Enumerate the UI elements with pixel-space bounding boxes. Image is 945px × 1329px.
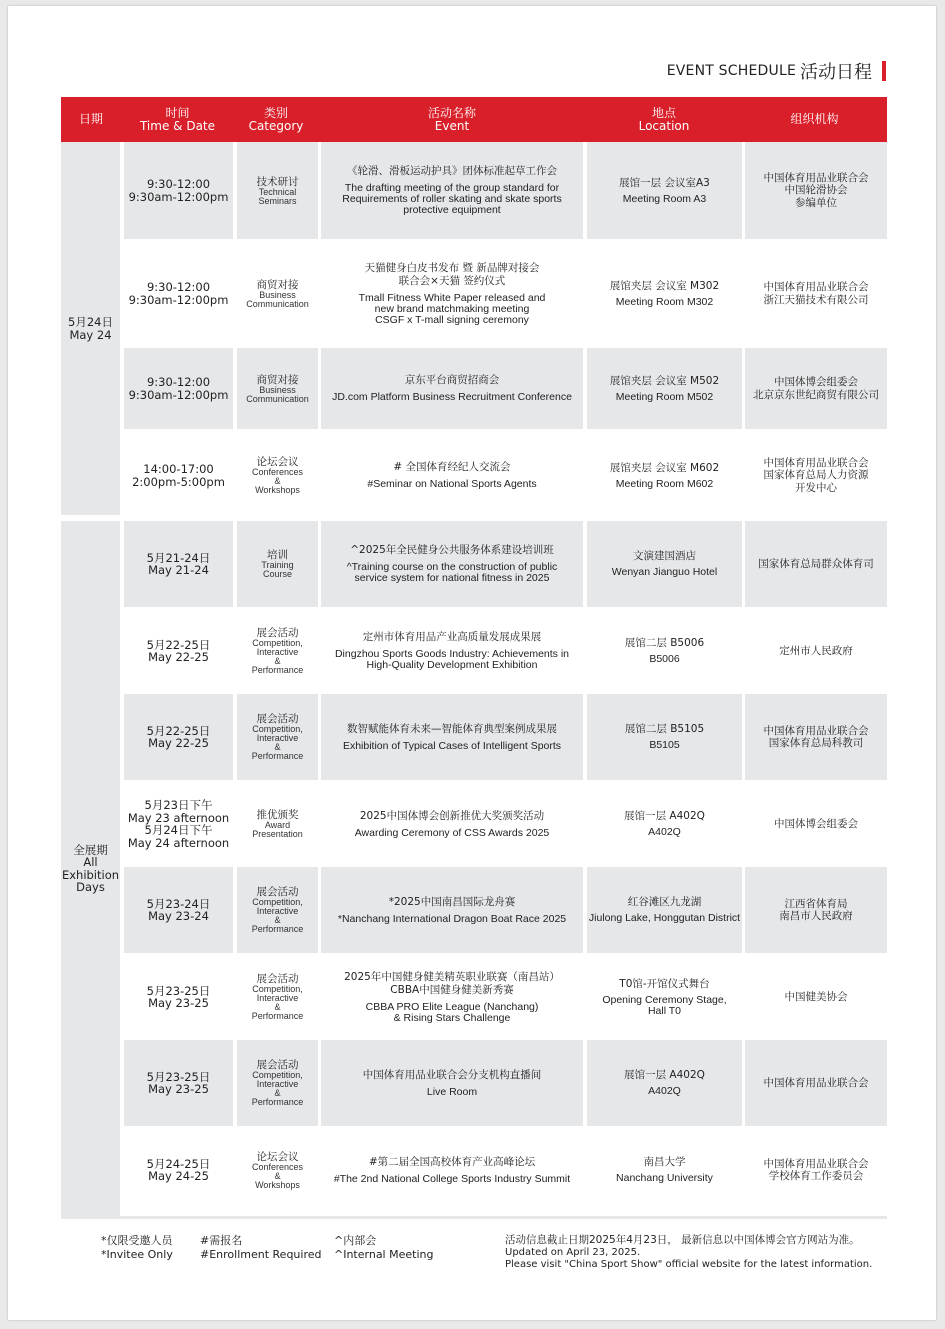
legend-zh: *仅限受邀人员 <box>101 1234 173 1247</box>
header-organizer-zh: 组织机构 <box>790 112 839 126</box>
row-category <box>237 435 318 516</box>
row-location-en: Meeting Room M602 <box>615 477 714 490</box>
row-category <box>237 781 318 867</box>
legend-enrollment <box>200 1234 321 1262</box>
row-time <box>124 867 233 953</box>
row-location-zh: 展馆二层 B5006 <box>624 637 705 649</box>
row-time-text: 5月22-25日 May 22-25 <box>146 723 211 750</box>
row-category <box>237 694 318 780</box>
row-organizer-text: 江西省体育局 南昌市人民政府 <box>779 897 853 922</box>
title-zh: 活动日程 <box>800 62 872 83</box>
row-category <box>237 954 318 1040</box>
row-location-zh: T0馆-开馆仪式舞台 <box>619 977 710 990</box>
row-category-en: Competition, Interactive & Performance <box>251 724 304 761</box>
row-event-en: ^Training course on the construction of public service system for national fitness in 2025 <box>346 561 558 584</box>
row-category-en: Training Course <box>261 560 294 579</box>
row-location-en: Opening Ceremony Stage, Hall T0 <box>602 993 727 1017</box>
row-organizer-text: 国家体育总局群众体育司 <box>758 557 874 570</box>
row-category <box>237 1040 318 1126</box>
group-date-zh: 5月24日 <box>68 315 113 329</box>
row-time-text: 9:30-12:00 9:30am-12:00pm <box>128 280 229 307</box>
row-event-en: JD.com Platform Business Recruitment Conference <box>332 391 572 403</box>
row-event-en: Awarding Ceremony of CSS Awards 2025 <box>354 826 550 839</box>
row-time-text: 5月23日下午 May 23 afternoon 5月24日下午 May 24 afternoon <box>127 798 230 850</box>
legend-en: ^Internal Meeting <box>334 1248 434 1261</box>
row-event <box>321 608 583 694</box>
row-event <box>321 954 583 1040</box>
row-organizer-text: 中国健美协会 <box>784 990 848 1003</box>
row-event <box>321 521 583 607</box>
schedule-page <box>8 6 936 1320</box>
group-date-may24 <box>61 142 120 515</box>
row-event-zh: ^2025年全民健身公共服务体系建设培训班 <box>350 544 554 556</box>
row-time <box>124 1127 233 1213</box>
group-date-zh: 全展期 <box>73 842 108 857</box>
legend-internal <box>334 1234 433 1262</box>
row-location-en: Meeting Room A3 <box>622 192 707 205</box>
row-organizer-text: 中国体育用品业联合会 中国轮滑协会 参编单位 <box>763 171 869 209</box>
row-category-zh: 论坛会议 <box>256 1150 299 1163</box>
update-note-website: Please visit "China Sport Show" official website for the latest information. <box>505 1259 873 1270</box>
row-location-en: Meeting Room M302 <box>615 295 714 308</box>
update-note-zh: 活动信息截止日期2025年4月23日， 最新信息以中国体博会官方网站为准。 <box>505 1234 860 1246</box>
row-category-en: Business Communication <box>246 384 309 404</box>
row-organizer-text: 中国体育用品业联合会 国家体育总局人力资源 开发中心 <box>763 456 869 494</box>
row-organizer <box>745 954 887 1040</box>
header-event-zh: 活动名称 <box>427 105 476 120</box>
row-event-en: *Nanchang International Dragon Boat Race 2025 <box>337 912 567 925</box>
table-header <box>61 97 887 142</box>
title-en: EVENT SCHEDULE <box>666 63 796 79</box>
header-location-zh: 地点 <box>651 105 676 120</box>
group-date-all-days <box>61 521 120 1216</box>
header-event <box>318 97 586 142</box>
row-category-zh: 技术研讨 <box>256 175 299 188</box>
row-event-zh: 数智赋能体育未来—智能体育典型案例成果展 <box>347 722 557 735</box>
table-bottom-rule <box>61 1216 887 1219</box>
row-organizer <box>745 1040 887 1126</box>
row-category-en: Conferences & Workshops <box>251 1161 304 1190</box>
row-time <box>124 521 233 607</box>
row-category-zh: 推优颁奖 <box>256 809 299 821</box>
row-category-zh: 论坛会议 <box>256 456 299 468</box>
row-event <box>321 867 583 953</box>
row-time <box>124 694 233 780</box>
row-event-en: #The 2nd National College Sports Industry Summit <box>333 1172 571 1185</box>
row-category-en: Business Communication <box>246 289 309 309</box>
header-date-zh: 日期 <box>78 112 103 126</box>
row-event <box>321 348 583 429</box>
row-category <box>237 521 318 607</box>
row-organizer <box>745 435 887 516</box>
row-event-zh: 《轮滑、滑板运动护具》团体标准起草工作会 <box>347 165 557 177</box>
update-note <box>505 1234 872 1271</box>
row-time-text: 5月24-25日 May 24-25 <box>146 1156 211 1183</box>
row-organizer <box>745 521 887 607</box>
row-category-en: Award Presentation <box>252 820 303 839</box>
legend-zh: #需报名 <box>200 1234 243 1247</box>
row-location-en: Jiulong Lake, Honggutan District <box>588 912 741 924</box>
header-location-en: Location <box>638 118 690 133</box>
row-category <box>237 1127 318 1213</box>
row-event-en: The drafting meeting of the group standard for Requirements of roller skating and skate sports protective equipment <box>342 182 562 216</box>
row-organizer <box>745 348 887 429</box>
header-date <box>61 97 121 142</box>
row-organizer-text: 中国体博会组委会 <box>774 817 858 830</box>
row-time-text: 14:00-17:00 2:00pm-5:00pm <box>132 462 225 489</box>
row-event-zh: # 全国体育经纪人交流会 <box>393 461 511 473</box>
row-location-en: Wenyan Jianguo Hotel <box>611 566 718 578</box>
row-location-zh: 红谷滩区九龙湖 <box>627 896 702 908</box>
row-category-en: Competition, Interactive & Performance <box>251 638 304 675</box>
row-time <box>124 435 233 516</box>
header-category-en: Category <box>248 118 304 133</box>
row-event-zh: 2025年中国健身健美精英职业联赛（南昌站） CBBA中国健身健美新秀赛 <box>344 970 560 996</box>
row-organizer-text: 中国体育用品业联合会 学校体育工作委员会 <box>763 1157 869 1182</box>
row-category-zh: 展会活动 <box>256 713 299 725</box>
row-event-en: Exhibition of Typical Cases of Intelligent Sports <box>342 739 562 752</box>
row-location-zh: 展馆一层 A402Q <box>624 810 705 822</box>
row-location <box>587 1127 742 1213</box>
row-location-zh: 展馆夹层 会议室 M502 <box>609 374 720 387</box>
row-category <box>237 348 318 429</box>
row-event-zh: 2025中国体博会创新推优大奖颁奖活动 <box>359 809 545 822</box>
row-location-zh: 展馆夹层 会议室 M602 <box>609 461 720 474</box>
row-category <box>237 867 318 953</box>
update-note-date: Updated on April 23, 2025. <box>505 1247 641 1258</box>
row-time <box>124 245 233 342</box>
row-event <box>321 1127 583 1213</box>
row-time <box>124 142 233 239</box>
row-location <box>587 142 742 239</box>
row-time-text: 5月23-25日 May 23-25 <box>146 1069 211 1096</box>
row-category-zh: 展会活动 <box>256 886 299 898</box>
header-time-zh: 时间 <box>165 105 190 120</box>
row-event <box>321 245 583 342</box>
row-location <box>587 521 742 607</box>
row-location-zh: 展馆一层 会议室A3 <box>619 176 710 189</box>
row-event-en: Live Room <box>426 1085 478 1098</box>
row-category <box>237 608 318 694</box>
row-time-text: 9:30-12:00 9:30am-12:00pm <box>128 375 229 402</box>
row-category-en: Competition, Interactive & Performance <box>251 984 304 1021</box>
row-time-text: 5月23-24日 May 23-24 <box>146 896 211 923</box>
row-category-zh: 商贸对接 <box>256 373 299 386</box>
row-category <box>237 245 318 342</box>
row-event-zh: 定州市体育用品产业高质量发展成果展 <box>362 631 542 643</box>
row-location <box>587 245 742 342</box>
header-time <box>121 97 234 142</box>
row-event-zh: 京东平台商贸招商会 <box>404 374 500 386</box>
row-location <box>587 348 742 429</box>
row-organizer <box>745 781 887 867</box>
row-organizer-text: 中国体育用品业联合会 国家体育总局科教司 <box>763 724 869 749</box>
row-time <box>124 781 233 867</box>
row-time <box>124 1040 233 1126</box>
row-location <box>587 694 742 780</box>
row-organizer <box>745 608 887 694</box>
row-event-en: Dingzhou Sports Goods Industry: Achievements in High-Quality Development Exhibition <box>334 648 570 671</box>
page-title <box>667 58 886 84</box>
row-location <box>587 608 742 694</box>
legend-invitee <box>101 1234 173 1262</box>
row-category-en: Technical Seminars <box>258 186 297 206</box>
legend-zh: ^内部会 <box>334 1234 377 1247</box>
header-category <box>234 97 318 142</box>
row-location <box>587 781 742 867</box>
row-organizer <box>745 867 887 953</box>
row-event-zh: 天猫健身白皮书发布 暨 新品牌对接会 联合会×天猫 签约仪式 <box>364 261 540 287</box>
row-time-text: 5月22-25日 May 22-25 <box>146 637 211 664</box>
row-location-zh: 展馆夹层 会议室 M302 <box>609 279 720 292</box>
row-location-zh: 南昌大学 <box>643 1156 686 1168</box>
row-location <box>587 1040 742 1126</box>
row-time-text: 5月21-24日 May 21-24 <box>146 550 211 577</box>
row-location-zh: 文演建国酒店 <box>633 550 696 562</box>
row-organizer <box>745 1127 887 1213</box>
header-location <box>586 97 742 142</box>
row-time <box>124 348 233 429</box>
row-event-zh: *2025中国南昌国际龙舟赛 <box>388 895 516 908</box>
legend-en: #Enrollment Required <box>200 1248 322 1261</box>
row-category-en: Competition, Interactive & Performance <box>251 1070 304 1107</box>
group-date-en: All Exhibition Days <box>61 855 120 894</box>
row-organizer-text: 中国体博会组委会 北京京东世纪商贸有限公司 <box>753 376 879 401</box>
row-location-en: Meeting Room M502 <box>615 390 714 403</box>
legend-en: *Invitee Only <box>101 1248 173 1261</box>
row-event <box>321 435 583 516</box>
row-location <box>587 867 742 953</box>
row-event-zh: #第二届全国高校体育产业高峰论坛 <box>368 1155 536 1168</box>
group-date-en: May 24 <box>69 327 112 342</box>
row-location-en: B5006 <box>649 653 680 665</box>
row-event <box>321 694 583 780</box>
header-time-en: Time & Date <box>139 118 216 133</box>
row-time-text: 9:30-12:00 9:30am-12:00pm <box>128 177 229 204</box>
row-event <box>321 781 583 867</box>
row-event-en: #Seminar on National Sports Agents <box>367 478 537 490</box>
row-organizer <box>745 142 887 239</box>
row-event <box>321 142 583 239</box>
row-category-zh: 培训 <box>267 549 288 561</box>
row-category-zh: 展会活动 <box>256 973 299 985</box>
row-organizer <box>745 245 887 342</box>
row-time <box>124 954 233 1040</box>
row-time-text: 5月23-25日 May 23-25 <box>146 983 211 1010</box>
title-accent-bar <box>882 61 886 81</box>
row-organizer <box>745 694 887 780</box>
row-organizer-text: 中国体育用品业联合会 浙江天猫技术有限公司 <box>763 281 869 306</box>
row-location-en: B5105 <box>649 739 680 751</box>
row-category-zh: 商贸对接 <box>256 278 299 291</box>
row-time <box>124 608 233 694</box>
row-location-zh: 展馆二层 B5105 <box>624 723 705 735</box>
row-event-en: Tmall Fitness White Paper released and new brand matchmaking meeting CSGF x T-mall signing ceremony <box>358 291 546 326</box>
row-organizer-text: 中国体育用品业联合会 <box>763 1076 869 1089</box>
row-location-zh: 展馆一层 A402Q <box>624 1069 705 1081</box>
row-location <box>587 954 742 1040</box>
row-location-en: A402Q <box>648 1085 681 1097</box>
row-event <box>321 1040 583 1126</box>
row-category <box>237 142 318 239</box>
row-category-zh: 展会活动 <box>256 627 299 639</box>
header-event-en: Event <box>434 118 470 133</box>
row-event-zh: 中国体育用品业联合会分支机构直播间 <box>362 1068 542 1081</box>
row-category-zh: 展会活动 <box>256 1059 299 1071</box>
row-location <box>587 435 742 516</box>
row-location-en: Nanchang University <box>616 1172 713 1184</box>
row-event-en: CBBA PRO Elite League (Nanchang) & Rising Stars Challenge <box>365 1000 539 1024</box>
header-organizer <box>742 97 887 142</box>
row-category-en: Conferences & Workshops <box>251 467 304 495</box>
header-category-zh: 类别 <box>263 105 288 120</box>
row-location-en: A402Q <box>648 826 681 838</box>
row-organizer-text: 定州市人民政府 <box>779 644 853 657</box>
row-category-en: Competition, Interactive & Performance <box>251 897 304 934</box>
